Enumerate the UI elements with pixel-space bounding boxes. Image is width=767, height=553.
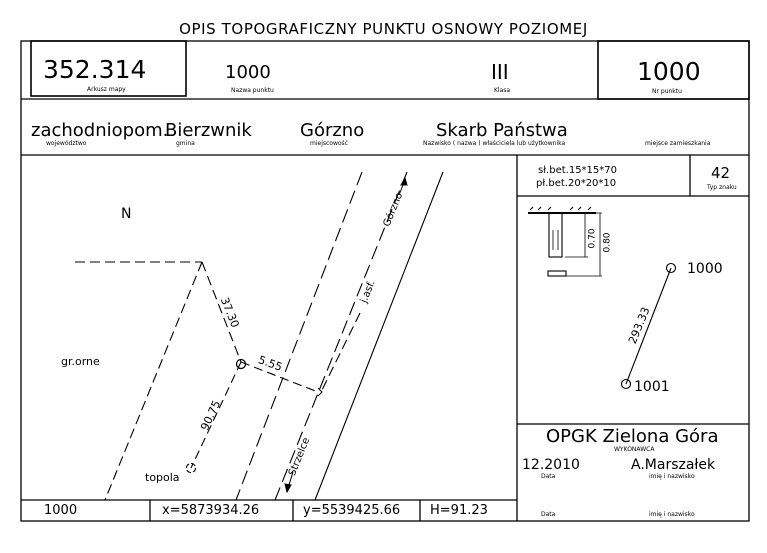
owner-label: Nazwisko ( nazwa ) właściciela lub użytkownika	[423, 140, 566, 147]
mark-line-1: sł.bet.15*15*70	[538, 165, 618, 176]
mark-line-2: pł.bet.20*20*10	[536, 178, 617, 189]
point-number-label: Nr punktu	[652, 88, 682, 95]
residence-label: miejsce zamieszkania	[645, 140, 711, 147]
voivodeship-label: województwo	[46, 140, 87, 147]
executor-name: A.Marszałek	[631, 457, 716, 473]
map-sheet-value: 352.314	[43, 55, 147, 84]
mark-type-label: Typ znaku	[707, 184, 737, 191]
executor-date: 12.2010	[522, 457, 580, 473]
surface-label: j.asf.	[358, 278, 378, 305]
coordinate-x: x=5873934.26	[162, 503, 260, 518]
network-point-a: 1000	[687, 261, 723, 277]
arrow-down-icon	[285, 484, 291, 492]
mark-type-value: 42	[711, 164, 731, 182]
locality-label: miejscowość	[310, 140, 348, 147]
owner-value: Skarb Państwa	[436, 120, 568, 141]
point-number-value: 1000	[637, 57, 701, 86]
executor-date-label: Data	[541, 473, 556, 480]
executor-company-label: WYKONAWCA	[614, 446, 655, 453]
executor-name-label: imię i nazwisko	[649, 473, 695, 480]
voivodeship-value: zachodniopom.	[31, 120, 169, 141]
inspector-date-label: Data	[541, 511, 556, 518]
commune-label: gmina	[176, 140, 195, 147]
north-indicator: N	[121, 206, 132, 222]
depth-large-label: 0.80	[602, 232, 613, 253]
arrow-up-icon	[401, 178, 407, 185]
form-title: OPIS TOPOGRAFICZNY PUNKTU OSNOWY POZIOMEJ	[179, 20, 588, 38]
point-class-label: Klasa	[494, 87, 511, 94]
network-point-b: 1001	[634, 379, 670, 395]
inspector-name-label: imię i nazwisko	[649, 511, 695, 518]
map-sheet-label: Arkusz mapy	[87, 86, 126, 93]
coordinate-y: y=5539425.66	[303, 503, 401, 518]
point-name-value: 1000	[225, 62, 271, 83]
slab-block	[548, 271, 566, 276]
road-label-top: Górzno	[381, 191, 406, 229]
locality-value: Górzno	[300, 120, 365, 141]
point-name-label: Nazwa punktu	[231, 87, 274, 94]
executor-company: OPGK Zielona Góra	[546, 426, 719, 447]
dimension-1: 37.30	[217, 295, 242, 330]
point-class-value: III	[491, 60, 509, 84]
commune-value: Bierzwnik	[165, 120, 252, 141]
post-block	[549, 213, 562, 257]
field-label: gr.orne	[61, 355, 100, 368]
network-distance: 293.33	[626, 305, 653, 346]
coordinate-point-number: 1000	[44, 503, 78, 518]
coordinate-h: H=91.23	[430, 503, 488, 518]
road-label-bottom: Strzelce	[287, 436, 313, 478]
depth-small-label: 0.70	[587, 228, 598, 249]
tree-label: topola	[145, 471, 180, 484]
dimension-3: 90.75	[198, 398, 224, 433]
dimension-2: 5.55	[256, 353, 284, 374]
